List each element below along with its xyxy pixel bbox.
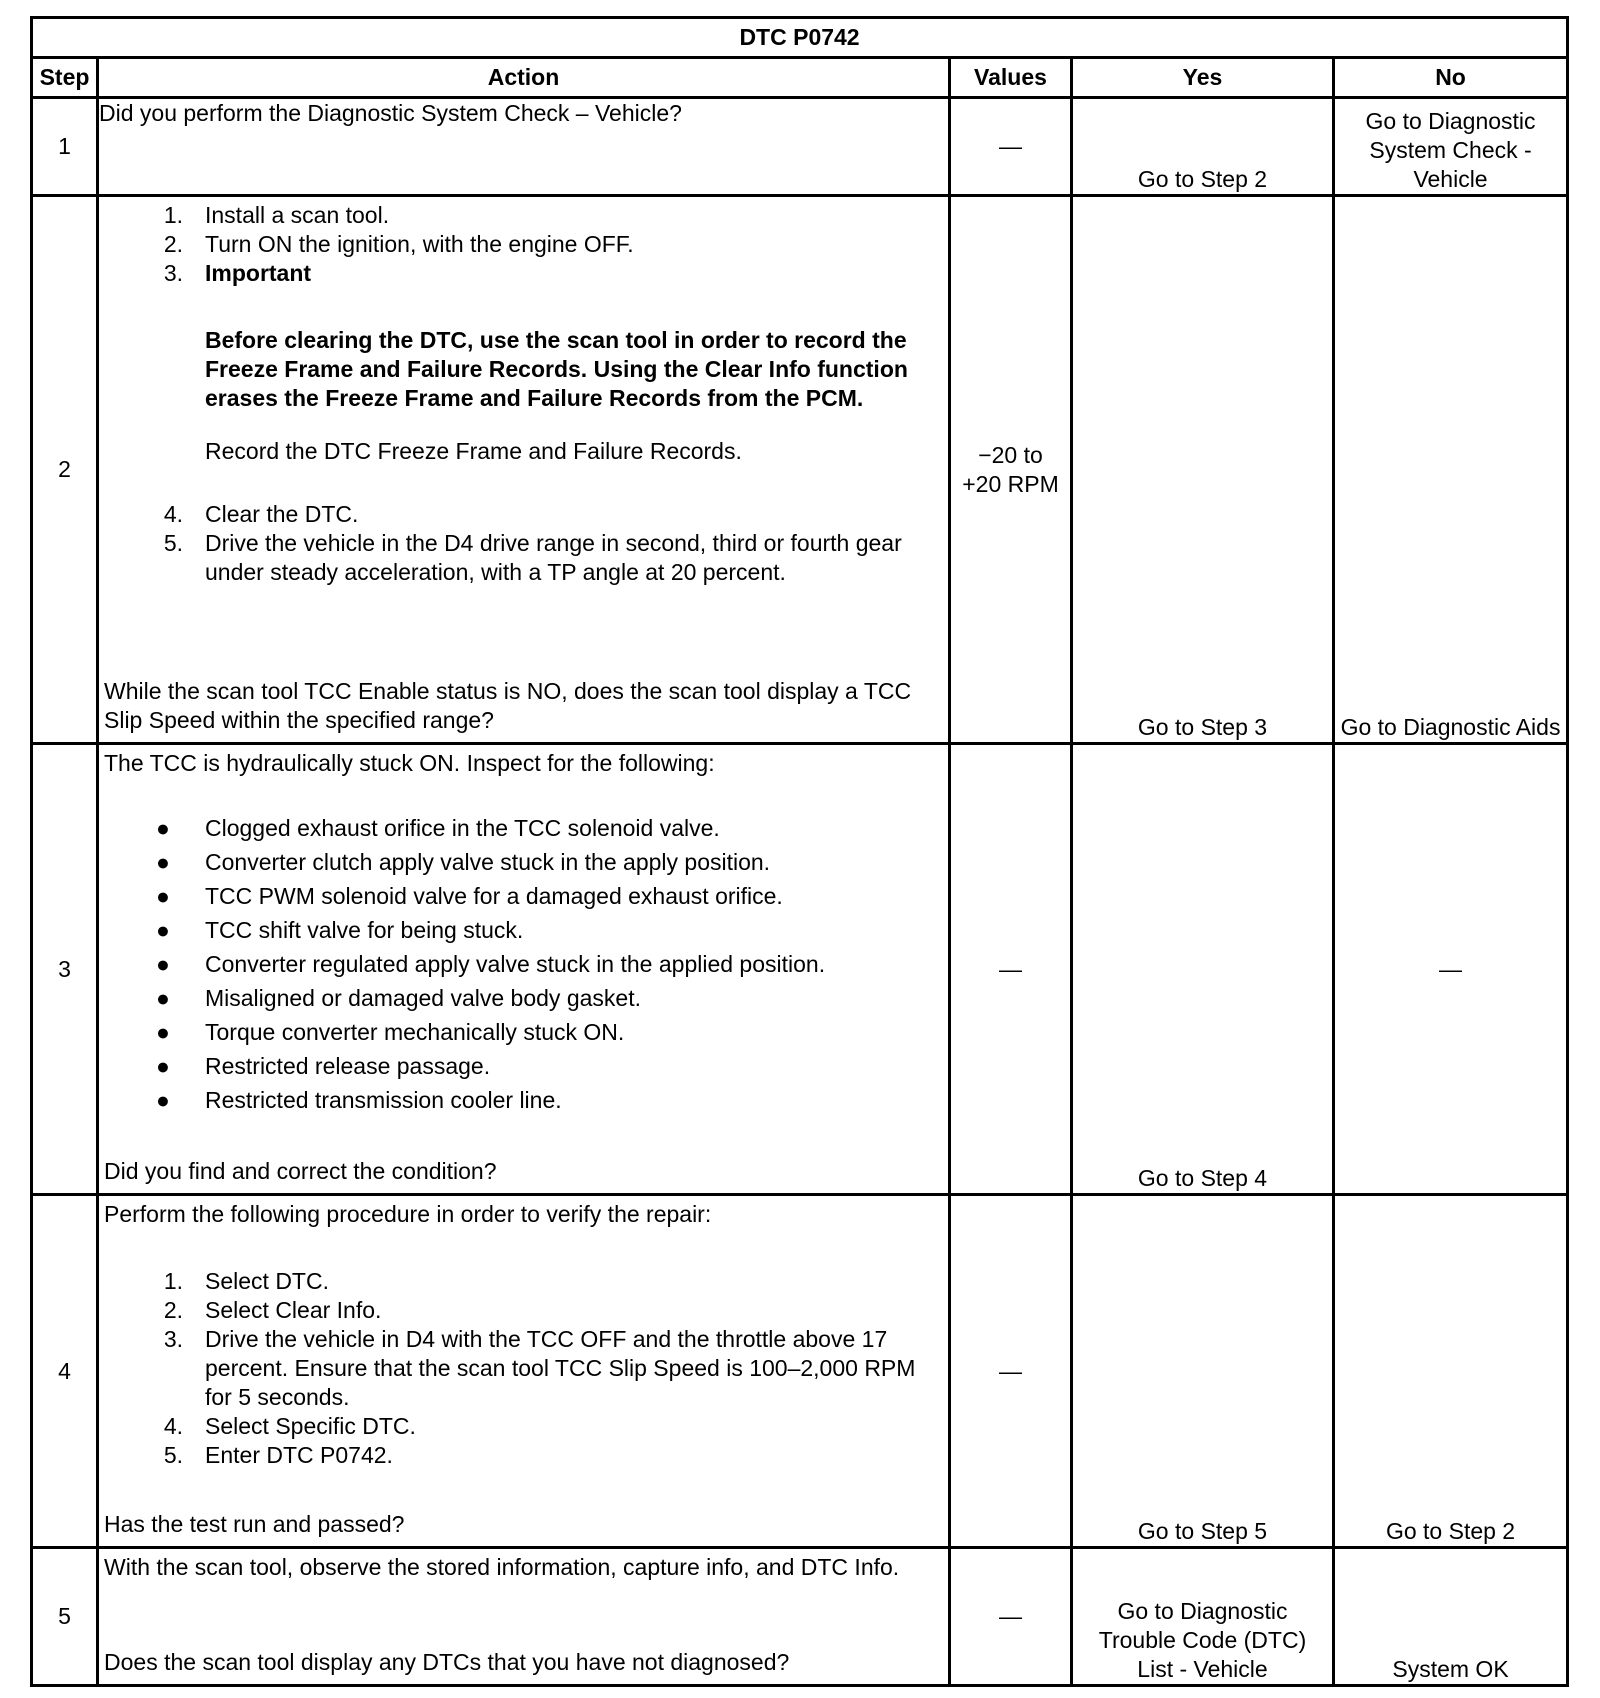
action-question: Has the test run and passed? (104, 1511, 405, 1537)
list-item: 4. Clear the DTC. (163, 501, 359, 527)
no-cell: Go to Diagnostic Aids (1334, 196, 1568, 744)
step-number: 4 (32, 1195, 98, 1548)
list-item: 1. Select DTC. (163, 1268, 329, 1294)
values-cell: — (950, 744, 1072, 1195)
procedure-list (104, 201, 936, 288)
inspection-list (104, 811, 936, 1117)
important-note: Before clearing the DTC, use the scan tool in order to record the Freeze Frame and Failure Records. Using the Clear Info function erases the Freeze Frame and Failure Records from the PCM. (205, 327, 908, 411)
action-cell (98, 1548, 950, 1686)
list-item: 4. Select Specific DTC. (163, 1413, 416, 1439)
values-cell: — (950, 98, 1072, 196)
action-cell (98, 744, 950, 1195)
yes-cell: Go to Diagnostic Trouble Code (DTC) List - Vehicle (1072, 1548, 1334, 1686)
action-question: Did you find and correct the condition? (104, 1158, 497, 1184)
step-number: 5 (32, 1548, 98, 1686)
header-step: Step (32, 58, 98, 98)
header-row (32, 58, 1568, 98)
step-number: 3 (32, 744, 98, 1195)
list-item: ● Restricted transmission cooler line. (156, 1087, 562, 1113)
table-row (32, 196, 1568, 744)
yes-cell: Go to Step 4 (1072, 744, 1334, 1195)
no-cell: Go to Diagnostic System Check - Vehicle (1334, 98, 1568, 196)
step-number: 1 (32, 98, 98, 196)
header-action: Action (98, 58, 950, 98)
list-item: ● Torque converter mechanically stuck ON. (156, 1019, 625, 1045)
table-row (32, 744, 1568, 1195)
no-cell: — (1334, 744, 1568, 1195)
action-question: While the scan tool TCC Enable status is NO, does the scan tool display a TCC Slip Speed within the specified range? (104, 678, 912, 733)
list-item: ● Misaligned or damaged valve body gasket. (156, 985, 641, 1011)
list-item: ● Converter regulated apply valve stuck in the applied position. (156, 951, 826, 977)
list-item: 2. Turn ON the ignition, with the engine OFF. (163, 231, 634, 257)
action-intro: The TCC is hydraulically stuck ON. Inspect for the following: (104, 750, 715, 776)
yes-cell: Go to Step 3 (1072, 196, 1334, 744)
no-cell: System OK (1334, 1548, 1568, 1686)
list-item: ● TCC PWM solenoid valve for a damaged exhaust orifice. (156, 883, 783, 909)
list-item: 5. Enter DTC P0742. (163, 1442, 393, 1468)
yes-cell: Go to Step 5 (1072, 1195, 1334, 1548)
list-item: ● TCC shift valve for being stuck. (156, 917, 524, 943)
yes-cell: Go to Step 2 (1072, 98, 1334, 196)
action-cell (98, 196, 950, 744)
header-values: Values (950, 58, 1072, 98)
list-item: ● Converter clutch apply valve stuck in the apply position. (156, 849, 771, 875)
table-row (32, 98, 1568, 196)
header-no: No (1334, 58, 1568, 98)
table-row (32, 1548, 1568, 1686)
list-item: 1. Install a scan tool. (163, 202, 390, 228)
list-item: ● Restricted release passage. (156, 1053, 491, 1079)
table-row (32, 1195, 1568, 1548)
step-number: 2 (32, 196, 98, 744)
list-item: ● Clogged exhaust orifice in the TCC solenoid valve. (156, 815, 720, 841)
values-cell: −20 to +20 RPM (950, 196, 1072, 744)
action-cell (98, 1195, 950, 1548)
values-cell: — (950, 1195, 1072, 1548)
list-item: 5. Drive the vehicle in the D4 drive range in second, third or fourth gear under steady acceleration, with a TP angle at 20 percent. (163, 530, 902, 585)
procedure-list (104, 1267, 936, 1470)
header-yes: Yes (1072, 58, 1334, 98)
list-item: 2. Select Clear Info. (163, 1297, 382, 1323)
dtc-table (30, 16, 1569, 1687)
values-cell: — (950, 1548, 1072, 1686)
list-item: 3. Important (163, 260, 312, 286)
action-question: Does the scan tool display any DTCs that you have not diagnosed? (104, 1649, 790, 1675)
action-cell (98, 98, 950, 196)
table-title: DTC P0742 (32, 18, 1568, 58)
action-intro: With the scan tool, observe the stored information, capture info, and DTC Info. (104, 1554, 900, 1580)
list-item: 3. Drive the vehicle in D4 with the TCC OFF and the throttle above 17 percent. Ensure that the scan tool TCC Slip Speed is 100–2,000 RPM for 5 seconds. (163, 1326, 916, 1410)
record-instruction: Record the DTC Freeze Frame and Failure Records. (205, 438, 742, 464)
action-intro: Perform the following procedure in order to verify the repair: (104, 1201, 712, 1227)
procedure-list (104, 500, 936, 587)
action-text: Did you perform the Diagnostic System Check – Vehicle? (99, 100, 682, 126)
no-cell: Go to Step 2 (1334, 1195, 1568, 1548)
